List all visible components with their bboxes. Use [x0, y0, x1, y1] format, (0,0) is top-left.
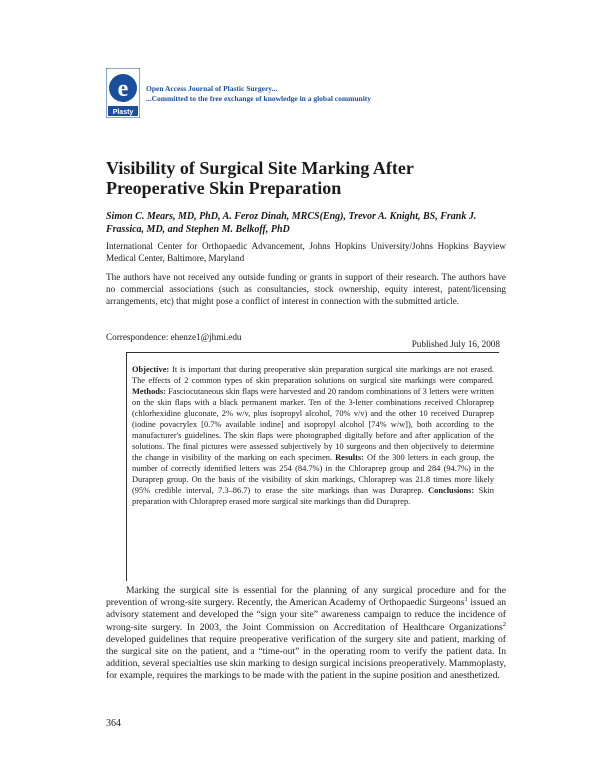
methods-text: Fasciocutaneous skin flaps were harvested and 20 random combinations of 3 letters were written on the skin flaps with a black permanent marker. Ten of the 3-letter combinations received Chloraprep (chlorhexidine gluconate, 2% w/v, plus isopropyl alcohol, 70% v/v) and the other 10 received Duraprep (iodine povacrylex [0.7% available iodine] and isopropyl alcohol [74% w/w]), both according to the manufacturer's guidelines. The skin flaps were photographed digitally before and after application of the solutions. The final pictures were assessed subjectively by 10 surgeons and then objectively to determine the change in visibility of the marking on each specimen.	[132, 387, 494, 462]
correspondence: Correspondence: ehenze1@jhmi.edu	[106, 332, 242, 342]
results-text: Of the 300 letters in each group, the number of correctly identified letters was 254 (84.7%) in the Chloraprep group and 284 (94.7%) in the Duraprep group. On the basis of the visibility of skin markings, Chloraprep was 21.8 times more likely (95% credible interval, 7.3–86.7) to erase the site markings than was Duraprep.	[132, 453, 495, 495]
journal-header	[146, 84, 371, 104]
citation-1[interactable]: 1	[464, 596, 468, 604]
article-title: Visibility of Surgical Site Marking After Preoperative Skin Preparation	[106, 158, 414, 198]
results-label: Results:	[335, 453, 364, 462]
abstract	[132, 364, 494, 507]
funding-statement: The authors have not received any outside funding or grants in support of their research. The authors have no commercial associations (such as consultancies, stock ownership, equity interest, patent/licensing arrangements, etc) that might pose a conflict of interest in connection with the submitted article.	[106, 272, 506, 306]
journal-name: Open Access Journal of Plastic Surgery...	[146, 84, 278, 93]
citation-2[interactable]: 2	[502, 620, 506, 628]
logo-word: Plasty	[112, 109, 134, 116]
methods-label: Methods:	[132, 387, 166, 396]
logo-letter: e	[117, 76, 129, 102]
journal-motto: ...Committed to the free exchange of knowledge in a global community	[146, 94, 372, 103]
body-text-part: developed guidelines that require preoperative verification of the surgery site and patient, marking of the surgical site on the patient, and a “time-out” in the operating room to verify the patient data. In addition, several specialties use skin marking to design surgical incisions preoperatively. Mammoplasty, for example, requires the markings to be made with the patient in the supine position and anesthetized.	[106, 633, 506, 682]
objective-text: It is important that during preoperative skin preparation surgical site markings are not erased. The effects of 2 common types of skin preparation solutions on surgical site markings were compared.	[132, 365, 494, 385]
body-text-part: issued an advisory statement and developed the “sign your site” awareness campaign to reduce the incidence of wrong-site surgery. In 2003, the Joint Commission on Accreditation of Healthcare Organizations	[106, 597, 506, 633]
body-paragraph	[106, 585, 506, 683]
conclusions-label: Conclusions:	[428, 486, 475, 495]
affiliation: International Center for Orthopaedic Advancement, Johns Hopkins University/Johns Hopkins Bayview Medical Center, Baltimore, Maryland	[106, 241, 506, 263]
conclusions-text: Skin preparation with Chloraprep erased more surgical site markings than did Duraprep.	[132, 486, 494, 506]
published-date: Published July 16, 2008	[411, 339, 500, 349]
page-number: 364	[106, 718, 121, 729]
eplasty-logo	[106, 68, 140, 118]
objective-label: Objective:	[132, 365, 170, 374]
author-list: Simon C. Mears, MD, PhD, A. Feroz Dinah, MRCS(Eng), Trevor A. Knight, BS, Frank J. Frassica, MD, and Stephen M. Belkoff, PhD	[106, 211, 477, 235]
body-text-part: Marking the surgical site is essential for the planning of any surgical procedure and for the prevention of wrong-site surgery. Recently, the American Academy of Orthopaedic Surgeons	[106, 585, 506, 609]
